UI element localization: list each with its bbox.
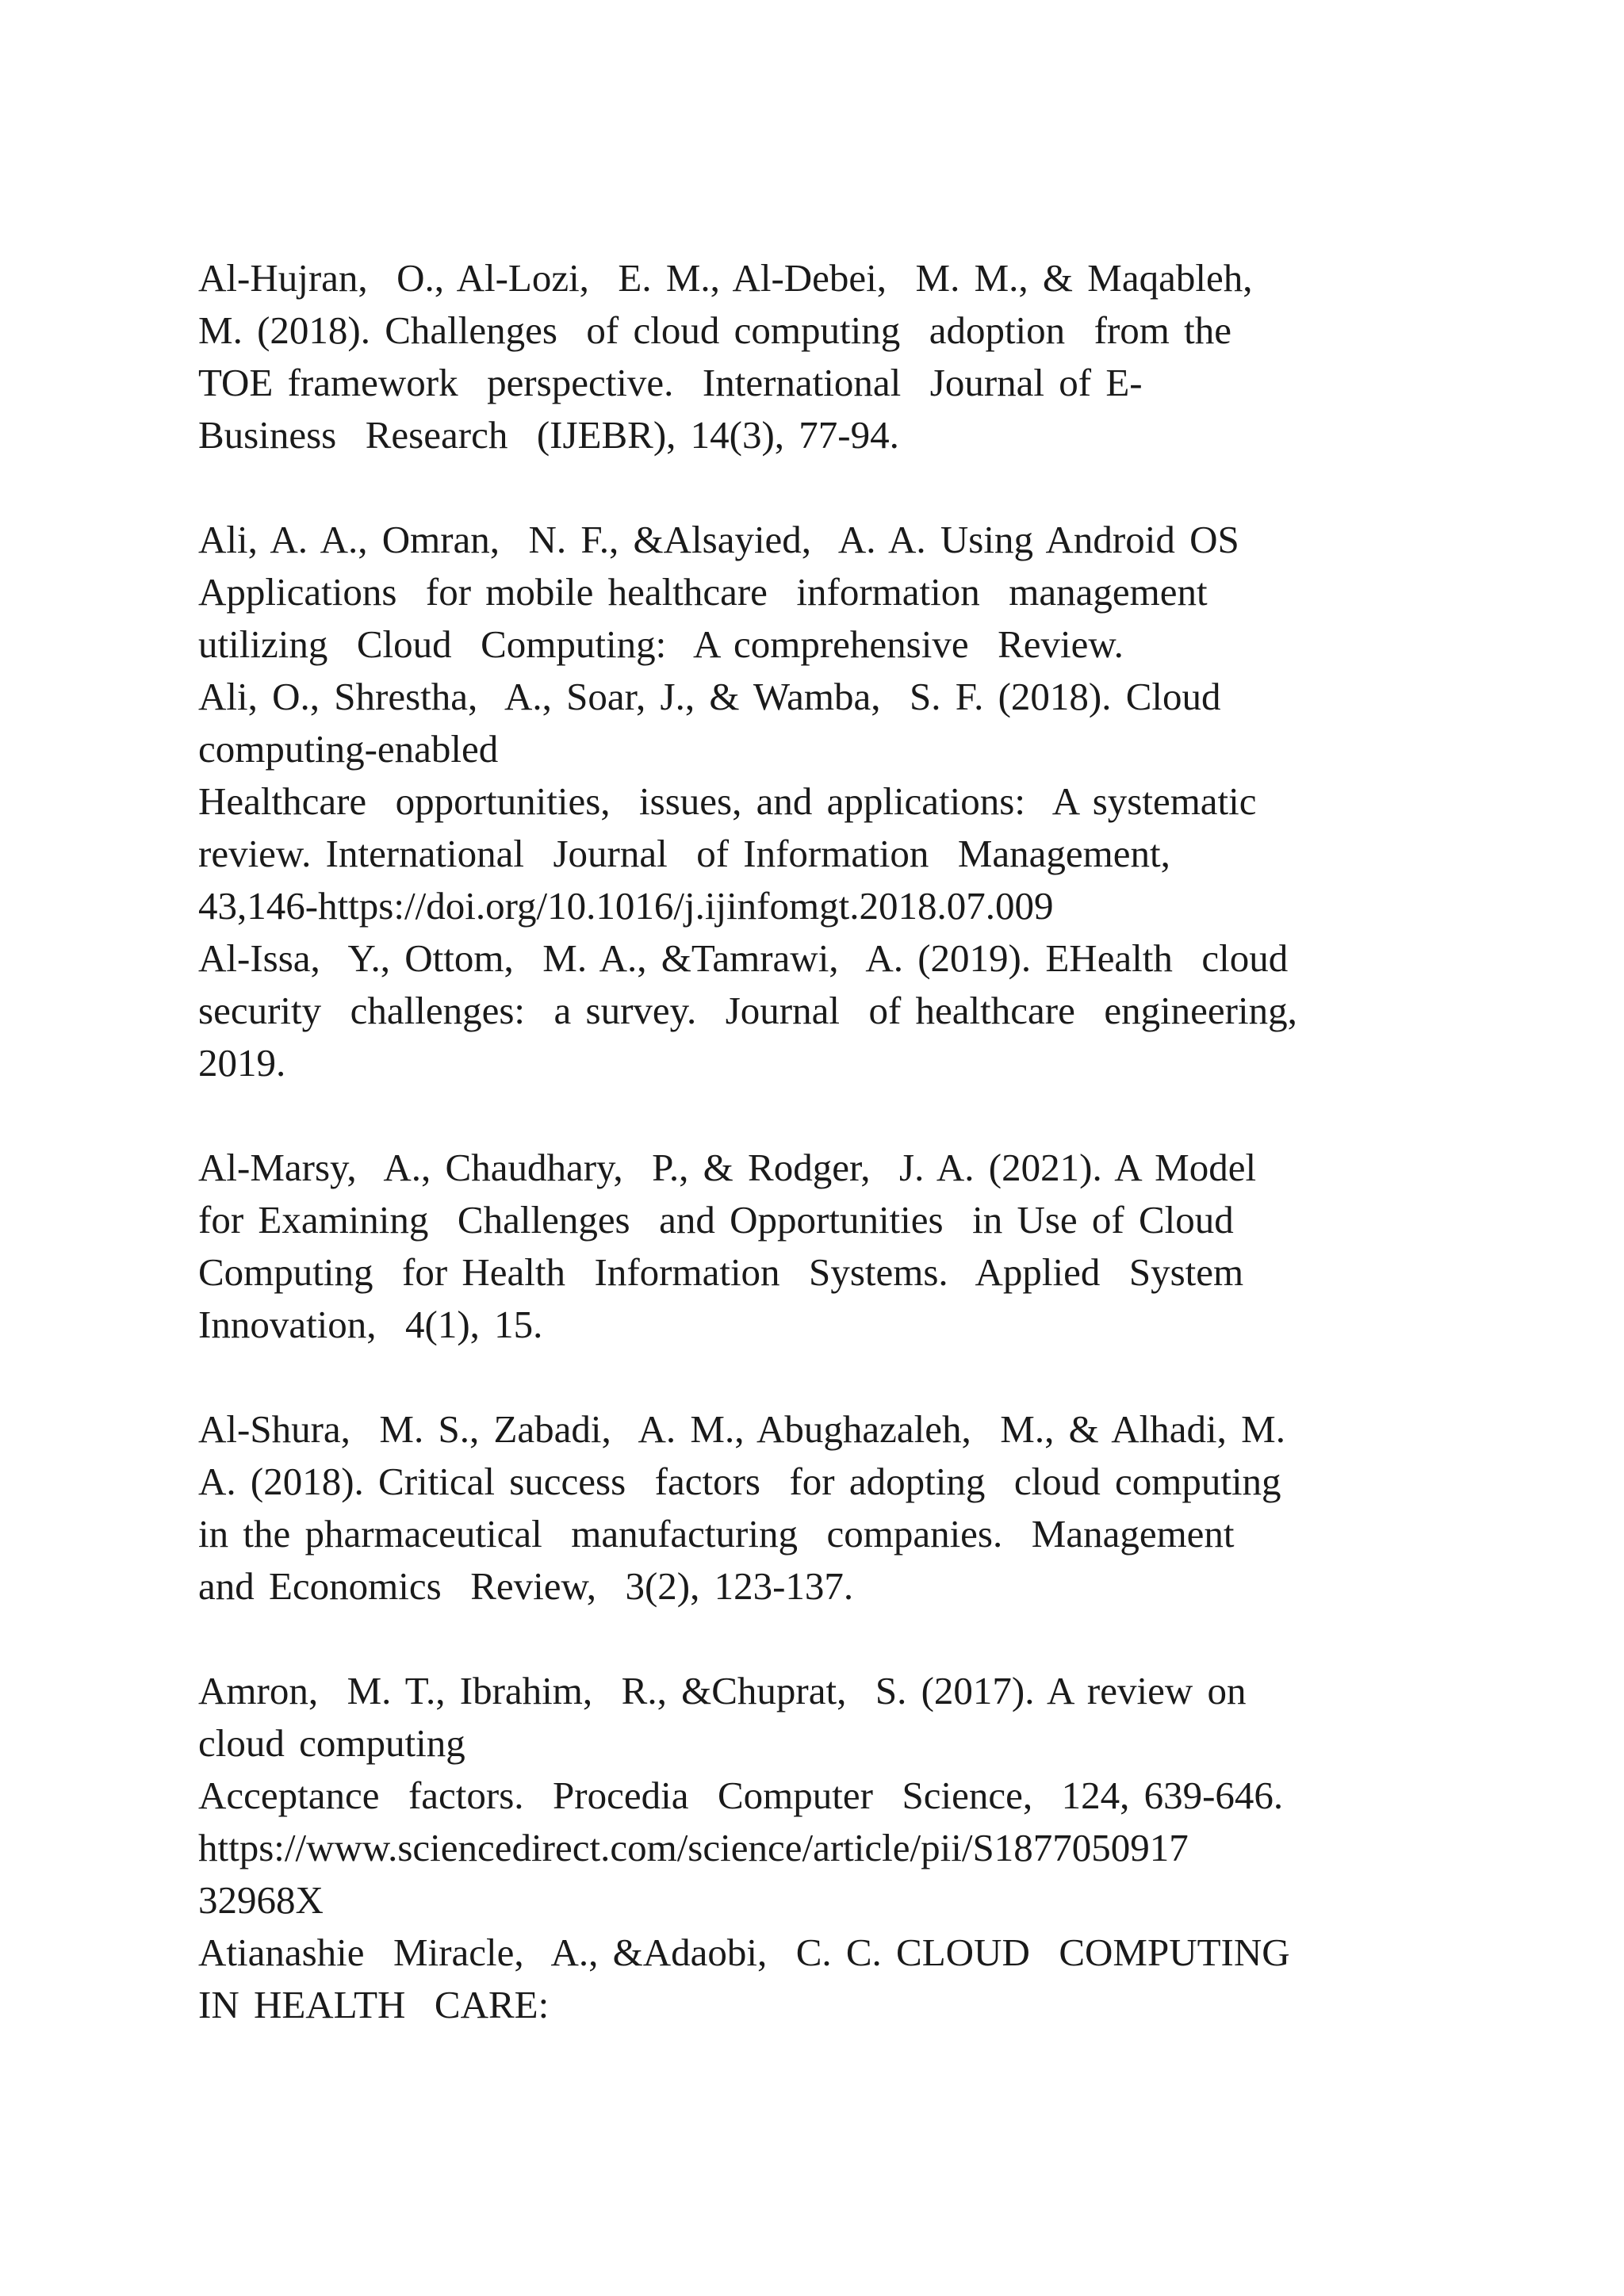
reference-list bbox=[198, 252, 1483, 2031]
reference-line: in the pharmaceutical manufacturing companies. Management bbox=[198, 1512, 1235, 1556]
reference-line: utilizing Cloud Computing: A comprehensive Review. bbox=[198, 622, 1124, 666]
reference-line: security challenges: a survey. Journal of healthcare engineering, bbox=[198, 989, 1297, 1032]
reference-line: https://www.sciencedirect.com/science/article/pii/S1877050917 bbox=[198, 1826, 1189, 1869]
reference-entry bbox=[198, 671, 1483, 932]
reference-line: and Economics Review, 3(2), 123-137. bbox=[198, 1564, 854, 1608]
reference-line: Business Research (IJEBR), 14(3), 77-94. bbox=[198, 413, 899, 457]
reference-entry bbox=[198, 1403, 1483, 1613]
reference-line: Al-Hujran, O., Al-Lozi, E. M., Al-Debei, M. M., & Maqableh, bbox=[198, 256, 1253, 300]
paragraph-gap bbox=[198, 461, 1483, 514]
reference-line: Computing for Health Information Systems. Applied System bbox=[198, 1250, 1244, 1294]
reference-line: Innovation, 4(1), 15. bbox=[198, 1303, 543, 1346]
reference-line: Al-Shura, M. S., Zabadi, A. M., Abughazaleh, M., & Alhadi, M. bbox=[198, 1407, 1285, 1451]
reference-line: for Examining Challenges and Opportunities in Use of Cloud bbox=[198, 1198, 1234, 1242]
paragraph-gap bbox=[198, 1089, 1483, 1142]
reference-line: review. International Journal of Information Management, bbox=[198, 832, 1170, 875]
reference-line: 32968X bbox=[198, 1878, 324, 1922]
reference-line: A. (2018). Critical success factors for adopting cloud computing bbox=[198, 1460, 1281, 1503]
reference-line: Acceptance factors. Procedia Computer Science, 124, 639-646. bbox=[198, 1774, 1284, 1817]
reference-entry bbox=[198, 1665, 1483, 1927]
reference-entry bbox=[198, 1927, 1483, 2031]
reference-line: 2019. bbox=[198, 1041, 286, 1085]
reference-entry bbox=[198, 252, 1483, 461]
reference-line: Atianashie Miracle, A., &Adaobi, C. C. CLOUD COMPUTING bbox=[198, 1931, 1290, 1974]
reference-line: computing-enabled bbox=[198, 727, 499, 771]
reference-line: Al-Issa, Y., Ottom, M. A., &Tamrawi, A. (2019). EHealth cloud bbox=[198, 936, 1289, 980]
reference-line: Amron, M. T., Ibrahim, R., &Chuprat, S. (2017). A review on bbox=[198, 1669, 1247, 1712]
reference-entry bbox=[198, 932, 1483, 1089]
reference-entry bbox=[198, 1142, 1483, 1351]
reference-line: Al-Marsy, A., Chaudhary, P., & Rodger, J. A. (2021). A Model bbox=[198, 1146, 1257, 1189]
reference-line: Ali, O., Shrestha, A., Soar, J., & Wamba, S. F. (2018). Cloud bbox=[198, 675, 1221, 718]
paragraph-gap bbox=[198, 1351, 1483, 1403]
reference-line: IN HEALTH CARE: bbox=[198, 1983, 550, 2026]
reference-line: Applications for mobile healthcare information management bbox=[198, 570, 1208, 614]
reference-line: cloud computing bbox=[198, 1721, 465, 1765]
reference-entry bbox=[198, 514, 1483, 671]
reference-line: 43,146-https://doi.org/10.1016/j.ijinfomgt.2018.07.009 bbox=[198, 884, 1054, 928]
reference-line: TOE framework perspective. International Journal of E- bbox=[198, 361, 1143, 404]
paragraph-gap bbox=[198, 1613, 1483, 1665]
reference-line: Ali, A. A., Omran, N. F., &Alsayied, A. A. Using Android OS bbox=[198, 518, 1239, 561]
reference-line: M. (2018). Challenges of cloud computing adoption from the bbox=[198, 308, 1232, 352]
reference-line: Healthcare opportunities, issues, and applications: A systematic bbox=[198, 779, 1257, 823]
